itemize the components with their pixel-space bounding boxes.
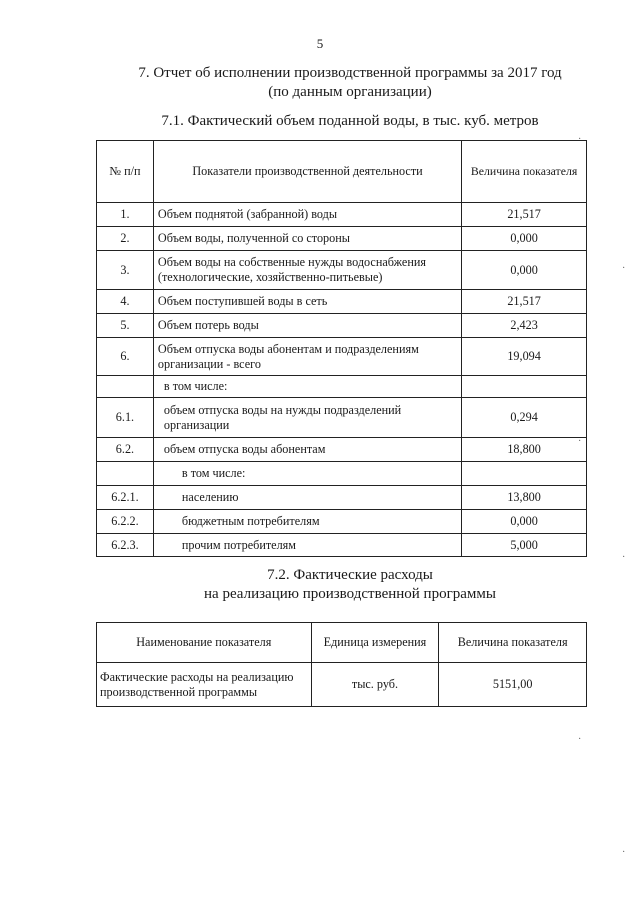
table-row: [97, 663, 587, 707]
row-label: объем отпуска воды абонентам: [153, 438, 461, 462]
table-row: [97, 203, 587, 227]
table-row: [97, 462, 587, 486]
section-7-2-title-line2: на реализацию производственной программы: [204, 586, 496, 602]
section-7-title-line1: 7. Отчет об исполнении производственной программы за 2017 год: [138, 65, 562, 81]
row-value: 19,094: [462, 338, 587, 376]
row-num: [97, 376, 154, 398]
row-unit: тыс. руб.: [311, 663, 439, 707]
row-label: Объем отпуска воды абонентам и подразделениям организации - всего: [153, 338, 461, 376]
row-value: [462, 462, 587, 486]
row-value: 5,000: [462, 534, 587, 557]
water-volume-table: [96, 140, 587, 557]
row-num: 6.2.3.: [97, 534, 154, 557]
scan-speck: ·: [578, 134, 582, 145]
row-num: 2.: [97, 227, 154, 251]
section-7-2-title-line1: 7.2. Фактические расходы: [267, 567, 433, 583]
row-value: 0,000: [462, 227, 587, 251]
scan-speck: ·: [622, 552, 626, 563]
row-label: Объем потерь воды: [153, 314, 461, 338]
row-num: 3.: [97, 251, 154, 290]
row-value: [462, 376, 587, 398]
table-header-row: [97, 141, 587, 203]
row-value: 0,000: [462, 510, 587, 534]
header-unit: Единица измерения: [311, 623, 439, 663]
row-value: 13,800: [462, 486, 587, 510]
header-num: № п/п: [97, 141, 154, 203]
row-label: прочим потребителям: [153, 534, 461, 557]
row-value: 0,000: [462, 251, 587, 290]
row-label: в том числе:: [153, 462, 461, 486]
row-num: 5.: [97, 314, 154, 338]
section-7-2-title: [120, 566, 580, 604]
header-value: Величина показателя: [439, 623, 587, 663]
table-row: [97, 438, 587, 462]
scan-speck: ·: [622, 847, 626, 858]
row-num: [97, 462, 154, 486]
row-value: 5151,00: [439, 663, 587, 707]
row-value: 0,294: [462, 398, 587, 438]
page-number: 5: [316, 36, 324, 51]
table-row: [97, 338, 587, 376]
row-label: бюджетным потребителям: [153, 510, 461, 534]
row-num: 6.1.: [97, 398, 154, 438]
row-value: 2,423: [462, 314, 587, 338]
section-7-1-title: 7.1. Фактический объем поданной воды, в тыс. куб. метров: [161, 113, 539, 129]
row-num: 4.: [97, 290, 154, 314]
row-num: 6.2.2.: [97, 510, 154, 534]
table-header-row: [97, 623, 587, 663]
section-7-title-line2: (по данным организации): [268, 84, 432, 100]
table-row: [97, 376, 587, 398]
row-num: 1.: [97, 203, 154, 227]
table-row: [97, 534, 587, 557]
scan-speck: ·: [578, 436, 582, 447]
table-row: [97, 251, 587, 290]
scan-speck: ·: [578, 734, 582, 745]
header-indicator: Показатели производственной деятельности: [153, 141, 461, 203]
row-num: 6.2.1.: [97, 486, 154, 510]
table-row: [97, 314, 587, 338]
table-row: [97, 398, 587, 438]
row-label: Объем поднятой (забранной) воды: [153, 203, 461, 227]
row-label: Объем поступившей воды в сеть: [153, 290, 461, 314]
table-row: [97, 227, 587, 251]
row-value: 21,517: [462, 203, 587, 227]
row-name: Фактические расходы на реализацию производственной программы: [97, 663, 312, 707]
expenses-table: [96, 622, 587, 707]
row-label: населению: [153, 486, 461, 510]
header-value: Величина показателя: [462, 141, 587, 203]
row-value: 18,800: [462, 438, 587, 462]
section-7-title: [120, 64, 580, 102]
row-num: 6.2.: [97, 438, 154, 462]
row-label: Объем воды на собственные нужды водоснабжения (технологические, хозяйственно-питьевые): [153, 251, 461, 290]
table-row: [97, 486, 587, 510]
table-row: [97, 290, 587, 314]
row-label: Объем воды, полученной со стороны: [153, 227, 461, 251]
row-label: объем отпуска воды на нужды подразделений организации: [153, 398, 461, 438]
scan-speck: ·: [622, 263, 626, 274]
row-label: в том числе:: [153, 376, 461, 398]
header-name: Наименование показателя: [97, 623, 312, 663]
table-row: [97, 510, 587, 534]
row-num: 6.: [97, 338, 154, 376]
row-value: 21,517: [462, 290, 587, 314]
